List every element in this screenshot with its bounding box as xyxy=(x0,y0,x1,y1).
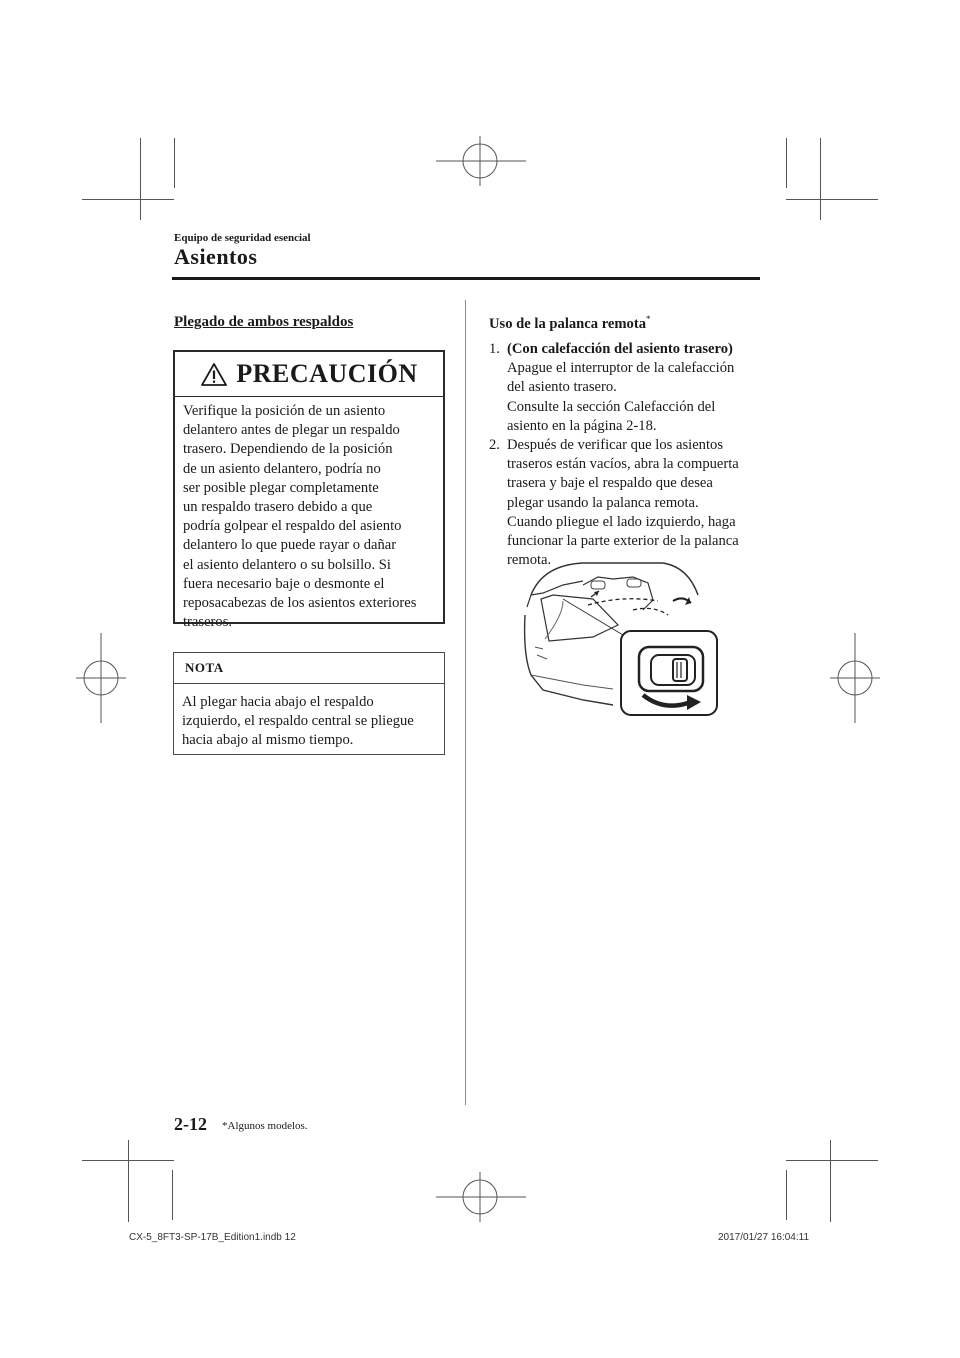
step-line: Cuando pliegue el lado izquierdo, haga xyxy=(507,513,736,530)
caution-line: delantero antes de plegar un respaldo xyxy=(183,422,400,439)
caution-line: el asiento delantero o su bolsillo. Si xyxy=(183,556,391,573)
step-line: funcionar la parte exterior de la palanca xyxy=(507,533,739,550)
registration-mark-icon xyxy=(436,1172,526,1222)
caution-line: de un asiento delantero, podría no xyxy=(183,460,381,477)
step-number: 1. xyxy=(489,341,500,357)
note-line: hacia abajo al mismo tiempo. xyxy=(182,732,354,749)
warning-triangle-icon xyxy=(200,362,228,387)
registration-mark-icon xyxy=(76,633,126,723)
caution-line: fuera necesario baje o desmonte el xyxy=(183,575,385,592)
step-line: remota. xyxy=(507,552,552,569)
title-rule xyxy=(172,277,760,280)
section-label: Equipo de seguridad esencial xyxy=(174,232,311,244)
caution-title: PRECAUCIÓN xyxy=(236,359,418,388)
caution-header xyxy=(175,352,443,397)
step-line: asiento en la página 2-18. xyxy=(507,417,657,434)
caution-line: Verifique la posición de un asiento xyxy=(183,403,386,419)
caution-line: trasero. Dependiendo de la posición xyxy=(183,441,393,458)
note-header xyxy=(174,653,444,684)
note-line: izquierdo, el respaldo central se pliegue xyxy=(182,713,414,730)
step-body xyxy=(507,436,779,570)
model-footnote-mark: * xyxy=(646,314,651,324)
step-line: Apague el interruptor de la calefacción xyxy=(507,360,735,377)
note-title: NOTA xyxy=(185,660,224,675)
step-line: plegar usando la palanca remota. xyxy=(507,494,699,511)
step-line: trasera y baje el respaldo que desea xyxy=(507,475,713,492)
caution-line: podría golpear el respaldo del asiento xyxy=(183,518,402,535)
step-item xyxy=(489,340,779,436)
subheading: Plegado de ambos respaldos xyxy=(174,314,354,330)
caution-line: delantero lo que puede rayar o dañar xyxy=(183,537,397,554)
page-number: 2-12 xyxy=(174,1114,207,1134)
footnote: *Algunos modelos. xyxy=(222,1120,308,1132)
caution-box xyxy=(173,350,445,631)
caution-line: reposacabezas de los asientos exteriores xyxy=(183,595,417,612)
registration-mark-icon xyxy=(830,633,880,723)
step-line: traseros están vacíos, abra la compuerta xyxy=(507,456,739,473)
caution-line: ser posible plegar completamente xyxy=(183,479,379,496)
step-list xyxy=(489,340,779,570)
step-line: Consulte la sección Calefacción del xyxy=(507,398,716,415)
note-text xyxy=(182,693,446,751)
remote-lever-heading xyxy=(489,314,651,333)
note-line: Al plegar hacia abajo el respaldo xyxy=(182,694,374,710)
heading-text: Uso de la palanca remota xyxy=(489,315,647,332)
step-body xyxy=(507,340,779,436)
caution-text xyxy=(183,402,445,632)
step-item xyxy=(489,436,779,570)
step-line: Después de verificar que los asientos xyxy=(507,437,723,454)
caution-line: traseros. xyxy=(183,614,233,631)
caution-line: un respaldo trasero debido a que xyxy=(183,499,373,516)
page-title: Asientos xyxy=(174,244,258,269)
step-condition: (Con calefacción del asiento trasero) xyxy=(507,341,733,357)
step-number: 2. xyxy=(489,437,500,454)
step-line: del asiento trasero. xyxy=(507,379,617,396)
registration-mark-icon xyxy=(436,136,526,186)
column-divider xyxy=(465,300,466,1105)
note-box xyxy=(173,652,445,755)
print-timestamp: 2017/01/27 16:04:11 xyxy=(718,1232,810,1243)
file-info: CX-5_8FT3-SP-17B_Edition1.indb 12 xyxy=(129,1232,296,1243)
remote-lever-illustration xyxy=(523,555,721,717)
